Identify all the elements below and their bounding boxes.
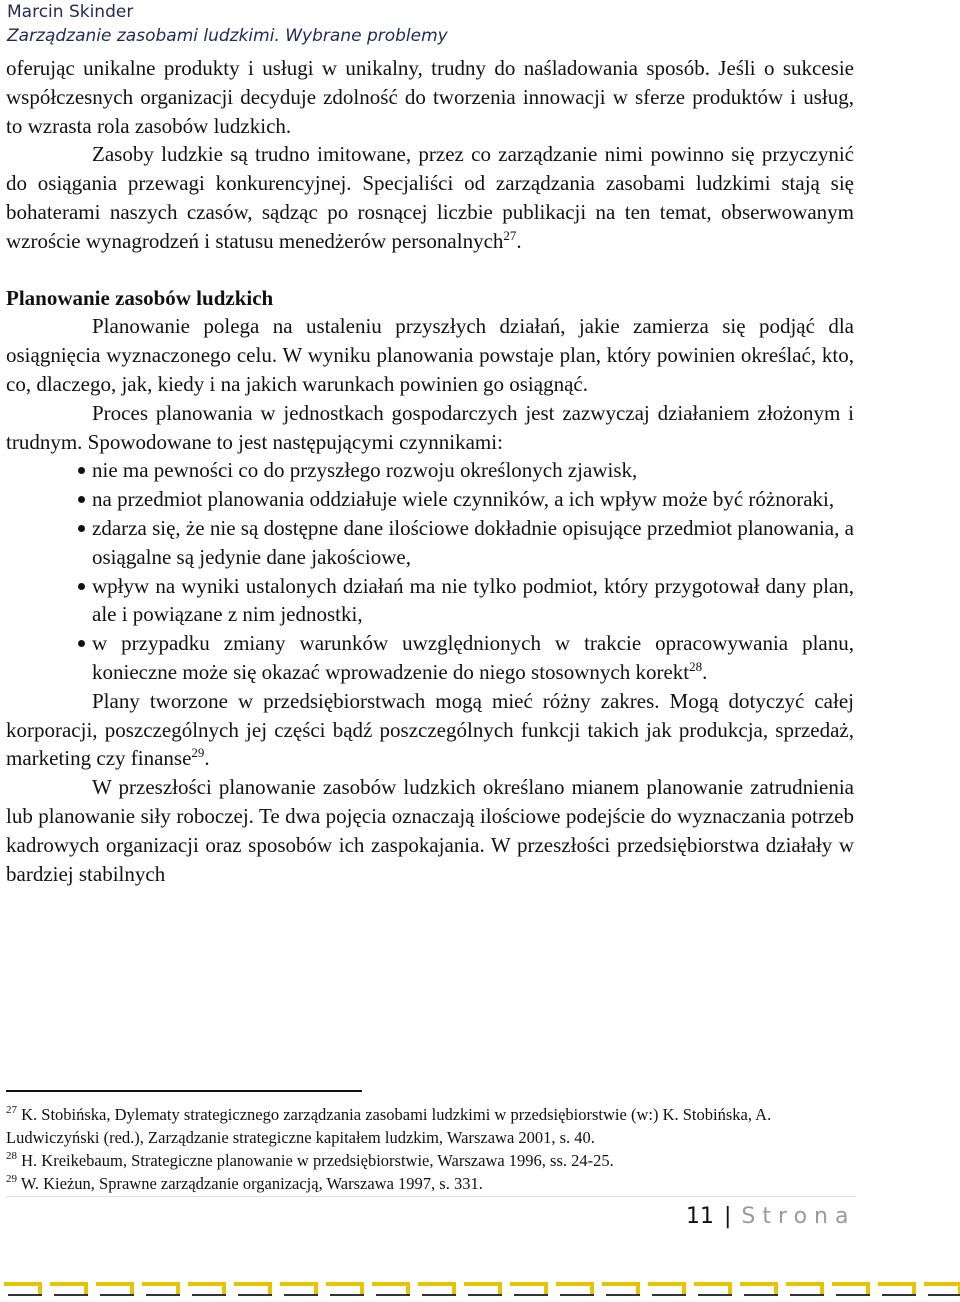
page-number-separator: | xyxy=(724,1204,732,1229)
border-shadow xyxy=(652,1294,686,1296)
border-tick xyxy=(176,1286,180,1294)
border-segment xyxy=(464,1282,502,1286)
paragraph-1: oferując unikalne produkty i usługi w unikalny, trudny do naśladowania sposób. Jeśli o sukcesie współczesnych organizacji decyduje zdolność do tworzenia innowacji w sferze produktów i usług, to wzrasta rola zasobów ludzkich. xyxy=(6,56,854,138)
border-tick xyxy=(452,1286,456,1294)
header-subtitle: Zarządzanie zasobami ludzkimi. Wybrane problemy xyxy=(7,26,448,46)
border-segment xyxy=(50,1282,88,1286)
border-tick xyxy=(314,1286,318,1294)
list-item: wpływ na wyniki ustalonych działań ma nie tylko podmiot, który przygotował dany plan, ale i powiązane z nim jednostki, xyxy=(6,572,854,630)
border-shadow xyxy=(560,1294,594,1296)
border-shadow xyxy=(422,1294,456,1296)
footer-rule xyxy=(6,1196,856,1197)
border-tick xyxy=(130,1286,134,1294)
border-shadow xyxy=(192,1294,226,1296)
border-shadow xyxy=(8,1294,42,1296)
border-shadow xyxy=(928,1294,960,1296)
border-segment xyxy=(556,1282,594,1286)
bullet-dot-icon xyxy=(78,525,85,532)
footnote-27: $^{27}$ K. Stobińska, Dylematy strategicznego zarządzania zasobami ludzkimi w przedsiębiorstwie (w:) K. Stobińska, A. Ludwiczyński (red.), Zarządzanie strategiczne kapitałem ludzkim, Warszawa 2001, s. 40. xyxy=(6,1104,772,1147)
border-segment xyxy=(96,1282,134,1286)
paragraph-5: Plany tworzone w przedsiębiorstwach mogą mieć różny zakres. Mogą dotyczyć całej korporacji, poszczególnych jej części bądź poszczególnych funkcji takich jak produkcja, sprzedaż, marketing czy finanse$^{29}$. xyxy=(6,688,854,771)
paragraph-2 xyxy=(6,140,854,255)
border-tick xyxy=(636,1286,640,1294)
list-item: na przedmiot planowania oddziałuje wiele czynników, a ich wpływ może być różnoraki, xyxy=(6,485,854,514)
page-number-value: 11 xyxy=(686,1204,714,1229)
border-tick xyxy=(774,1286,778,1294)
border-tick xyxy=(498,1286,502,1294)
border-segment xyxy=(510,1282,548,1286)
border-segment xyxy=(602,1282,640,1286)
footnotes xyxy=(6,1103,854,1195)
bullet-dot-icon xyxy=(78,583,85,590)
border-tick xyxy=(682,1286,686,1294)
border-tick xyxy=(406,1286,410,1294)
footnote-ref-28[interactable]: 28 xyxy=(689,658,703,674)
paragraph-6: W przeszłości planowanie zasobów ludzkich określano mianem planowanie zatrudnienia lub planowanie siły roboczej. Te dwa pojęcia oznaczają ilościowe podejście do wyznaczania potrzeb kadrowych organizacji oraz sposobów ich zaspokajania. W przeszłości przedsiębiorstwa działały w bardziej stabilnych xyxy=(6,775,854,886)
list-item: nie ma pewności co do przyszłego rozwoju określonych zjawisk, xyxy=(6,456,854,485)
paragraph-2-end: . xyxy=(516,228,522,253)
border-segment xyxy=(234,1282,272,1286)
border-segment xyxy=(786,1282,824,1286)
border-shadow xyxy=(698,1294,732,1296)
paragraph-2-text: Zasoby ludzkie są trudno imitowane, przez co zarządzanie nimi powinno się przyczynić do osiągania przewagi konkurencyjnej. Specjaliści od zarządzania zasobami ludzkimi stają się bohaterami naszych czasów, sądząc po rosnącej liczbie publikacji na ten temat, obserwowanym wzroście wynagrodzeń i statusu menedżerów personalnych xyxy=(6,142,854,253)
border-shadow xyxy=(284,1294,318,1296)
section-heading: Planowanie zasobów ludzkich xyxy=(6,285,274,310)
footnote-separator xyxy=(6,1090,362,1092)
border-segment xyxy=(372,1282,410,1286)
bullet-dot-icon xyxy=(78,467,85,474)
border-shadow xyxy=(376,1294,410,1296)
factor-list xyxy=(6,456,854,686)
list-item: zdarza się, że nie są dostępne dane ilościowe dokładnie opisujące przedmiot planowania, a osiągalne są jedynie dane jakościowe, xyxy=(6,514,854,572)
border-segment xyxy=(142,1282,180,1286)
border-tick xyxy=(84,1286,88,1294)
border-shadow xyxy=(882,1294,916,1296)
border-segment xyxy=(326,1282,364,1286)
border-tick xyxy=(268,1286,272,1294)
footnote-ref-27[interactable]: 27 xyxy=(503,227,517,243)
footnote-ref-29[interactable]: 29 xyxy=(191,745,205,761)
border-tick xyxy=(38,1286,42,1294)
page-number-word: Strona xyxy=(741,1204,856,1229)
footnote-28: $^{28}$ H. Kreikebaum, Strategiczne planowanie w przedsiębiorstwie, Warszawa 1996, ss. 24-25. xyxy=(6,1150,614,1170)
border-segment xyxy=(694,1282,732,1286)
border-segment xyxy=(648,1282,686,1286)
border-shadow xyxy=(146,1294,180,1296)
border-segment xyxy=(740,1282,778,1286)
border-shadow xyxy=(54,1294,88,1296)
paragraph-3: Planowanie polega na ustaleniu przyszłych działań, jakie zamierza się podjąć dla osiągnięcia wyznaczonego celu. W wyniku planowania powstaje plan, który powinien określać, kto, co, dlaczego, jak, kiedy i na jakich warunkach powinien go osiągnąć. xyxy=(6,314,854,396)
bullet-dot-icon xyxy=(78,640,85,647)
border-shadow xyxy=(744,1294,778,1296)
border-segment xyxy=(418,1282,456,1286)
body-text xyxy=(6,54,854,888)
footnote-29: $^{29}$ W. Kieżun, Sprawne zarządzanie organizacją, Warszawa 1997, s. 331. xyxy=(6,1173,483,1193)
header-author: Marcin Skinder xyxy=(7,2,134,22)
border-segment xyxy=(924,1282,960,1286)
running-header xyxy=(7,0,448,48)
border-segment xyxy=(878,1282,916,1286)
border-segment xyxy=(280,1282,318,1286)
border-tick xyxy=(866,1286,870,1294)
border-shadow xyxy=(606,1294,640,1296)
border-tick xyxy=(820,1286,824,1294)
bullet-dot-icon xyxy=(78,496,85,503)
border-tick xyxy=(590,1286,594,1294)
border-segment xyxy=(832,1282,870,1286)
border-shadow xyxy=(238,1294,272,1296)
border-tick xyxy=(728,1286,732,1294)
list-item: w przypadku zmiany warunków uwzględnionych w trakcie opracowywania planu, konieczne może się okazać wprowadzenie do niego stosownych korekt$^{28}$. xyxy=(6,629,854,687)
border-shadow xyxy=(836,1294,870,1296)
border-tick xyxy=(544,1286,548,1294)
decorative-border xyxy=(0,1278,960,1302)
border-tick xyxy=(912,1286,916,1294)
border-shadow xyxy=(100,1294,134,1296)
page-number xyxy=(686,1200,855,1234)
border-tick xyxy=(222,1286,226,1294)
border-shadow xyxy=(330,1294,364,1296)
border-shadow xyxy=(468,1294,502,1296)
border-tick xyxy=(360,1286,364,1294)
border-segment xyxy=(4,1282,42,1286)
border-shadow xyxy=(790,1294,824,1296)
border-segment xyxy=(188,1282,226,1286)
paragraph-4: Proces planowania w jednostkach gospodarczych jest zazwyczaj działaniem złożonym i trudnym. Spowodowane to jest następującymi czynnikami: xyxy=(6,400,854,454)
border-shadow xyxy=(514,1294,548,1296)
